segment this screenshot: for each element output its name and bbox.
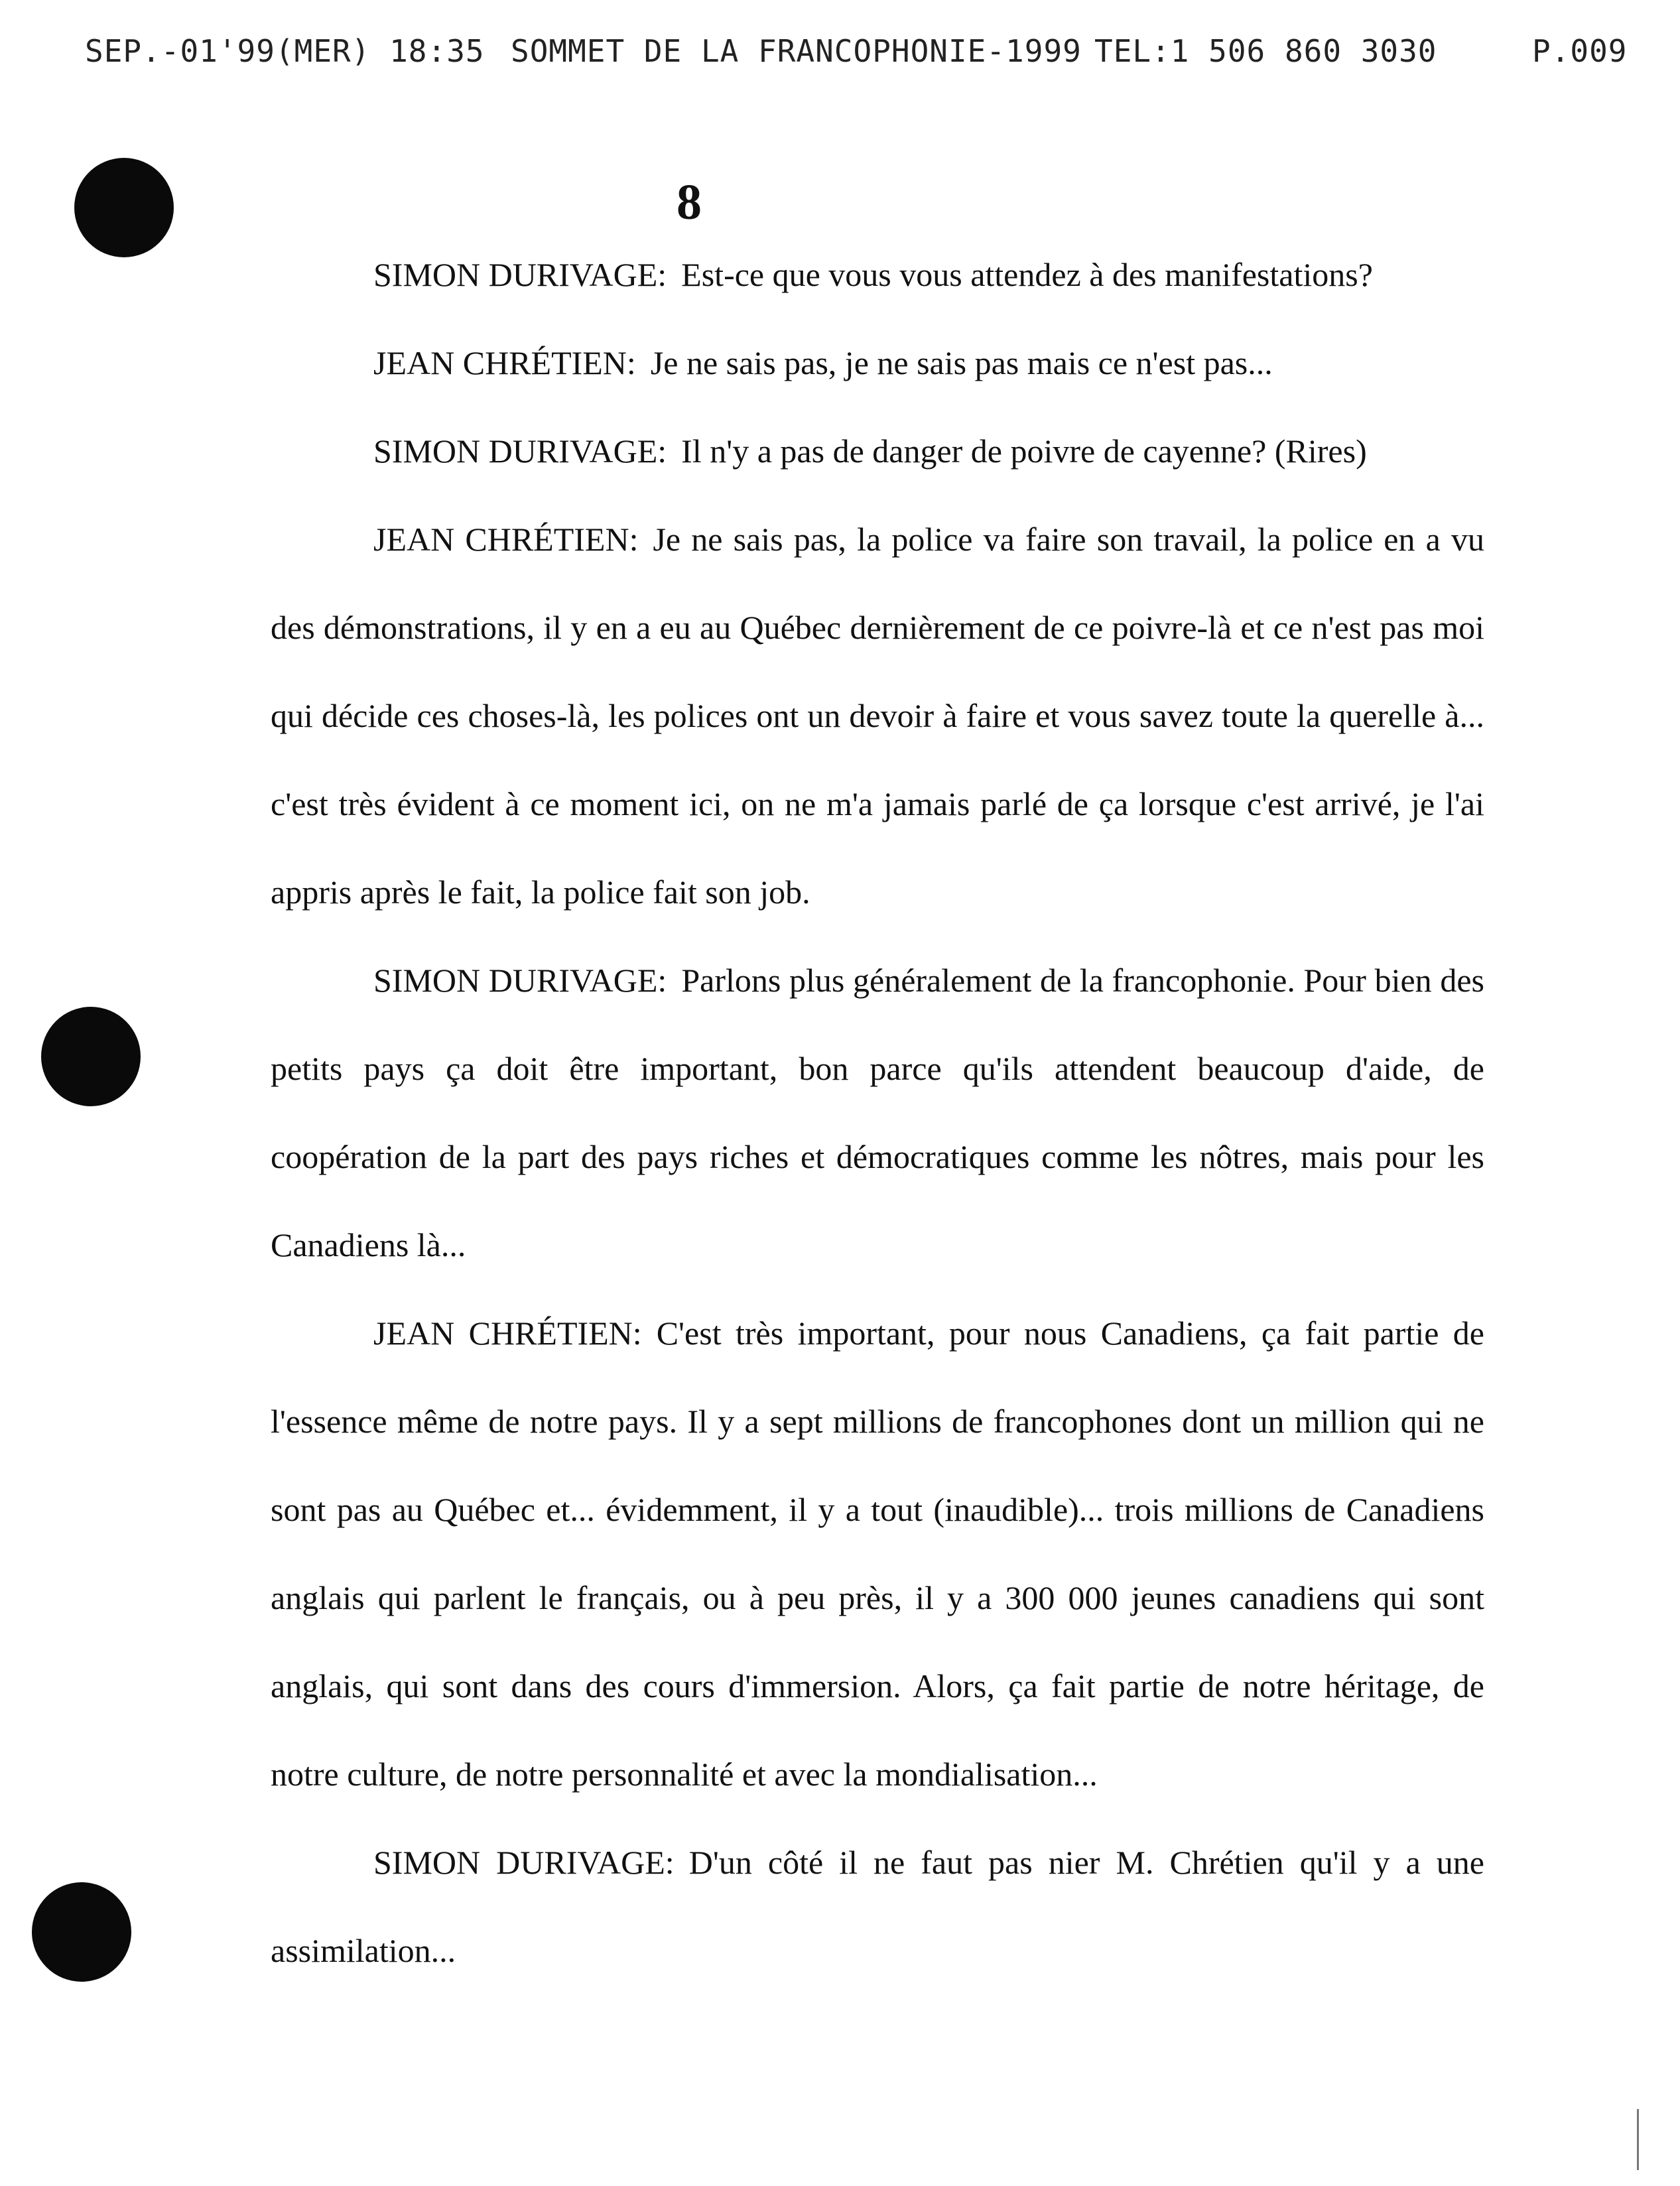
punch-hole (74, 158, 174, 257)
transcript-paragraph (271, 231, 1484, 319)
transcript-paragraph (271, 407, 1484, 495)
speaker-name: SIMON DURIVAGE: (373, 256, 667, 293)
speaker-name: SIMON DURIVAGE: (373, 962, 667, 999)
speech-text: D'un côté il ne faut pas nier M. Chrétien qu'il y a une assimilation... (271, 1844, 1485, 1969)
speaker-name: SIMON DURIVAGE: (373, 1844, 675, 1881)
fax-sender: SOMMET DE LA FRANCOPHONIE-1999 (511, 33, 1082, 69)
transcript-paragraph (271, 495, 1484, 936)
speech-text: Je ne sais pas, la police va faire son travail, la police en a vu des démonstrations, il y en a eu au Québec dernièrement de ce poivre-là et ce n'est pas moi qui décide ces choses-là, les polices ont un devoir à faire et vous savez toute la querelle à... c'est très évident à ce moment ici, on ne m'a jamais parlé de ça lorsque c'est arrivé, je l'ai appris après le fait, la police fait son job. (271, 521, 1484, 911)
transcript (271, 231, 1484, 1995)
speech-text: Parlons plus généralement de la francophonie. Pour bien des petits pays ça doit être important, bon parce qu'ils attendent beaucoup d'aide, de coopération de la part des pays riches et démocratiques comme les nôtres, mais pour les Canadiens là... (271, 962, 1484, 1263)
scan-artifact (1637, 2109, 1639, 2170)
speaker-name: JEAN CHRÉTIEN: (373, 344, 636, 381)
punch-hole (41, 1007, 141, 1106)
transcript-paragraph (271, 1289, 1484, 1819)
fax-header (0, 33, 1680, 80)
fax-phone: TEL:1 506 860 3030 (1094, 33, 1437, 69)
speech-text: Est-ce que vous vous attendez à des manifestations? (681, 256, 1373, 293)
speaker-name: SIMON DURIVAGE: (373, 432, 667, 470)
speech-text: Je ne sais pas, je ne sais pas mais ce n'est pas... (650, 344, 1273, 381)
speaker-name: JEAN CHRÉTIEN: (373, 521, 639, 558)
speech-text: C'est très important, pour nous Canadiens, ça fait partie de l'essence même de notre pays. Il y a sept millions de francophones dont un million qui ne sont pas au Québec et... évidemment, il y a tout (inaudible)... trois millions de Canadiens anglais qui parlent le français, ou à peu près, il y a 300 000 jeunes canadiens qui sont anglais, qui sont dans des cours d'immersion. Alors, ça fait partie de notre héritage, de notre culture, de notre personnalité et avec la mondialisation... (271, 1315, 1484, 1793)
fax-date: SEP.-01'99(MER) 18:35 (85, 33, 485, 69)
speech-text: Il n'y a pas de danger de poivre de cayenne? (Rires) (681, 432, 1367, 470)
transcript-paragraph (271, 936, 1484, 1289)
punch-hole (32, 1882, 131, 1982)
speaker-name: JEAN CHRÉTIEN: (373, 1315, 642, 1352)
transcript-paragraph (271, 319, 1484, 407)
fax-page-number: P.009 (1532, 33, 1628, 69)
transcript-paragraph (271, 1819, 1484, 1995)
page-number: 8 (677, 174, 702, 230)
